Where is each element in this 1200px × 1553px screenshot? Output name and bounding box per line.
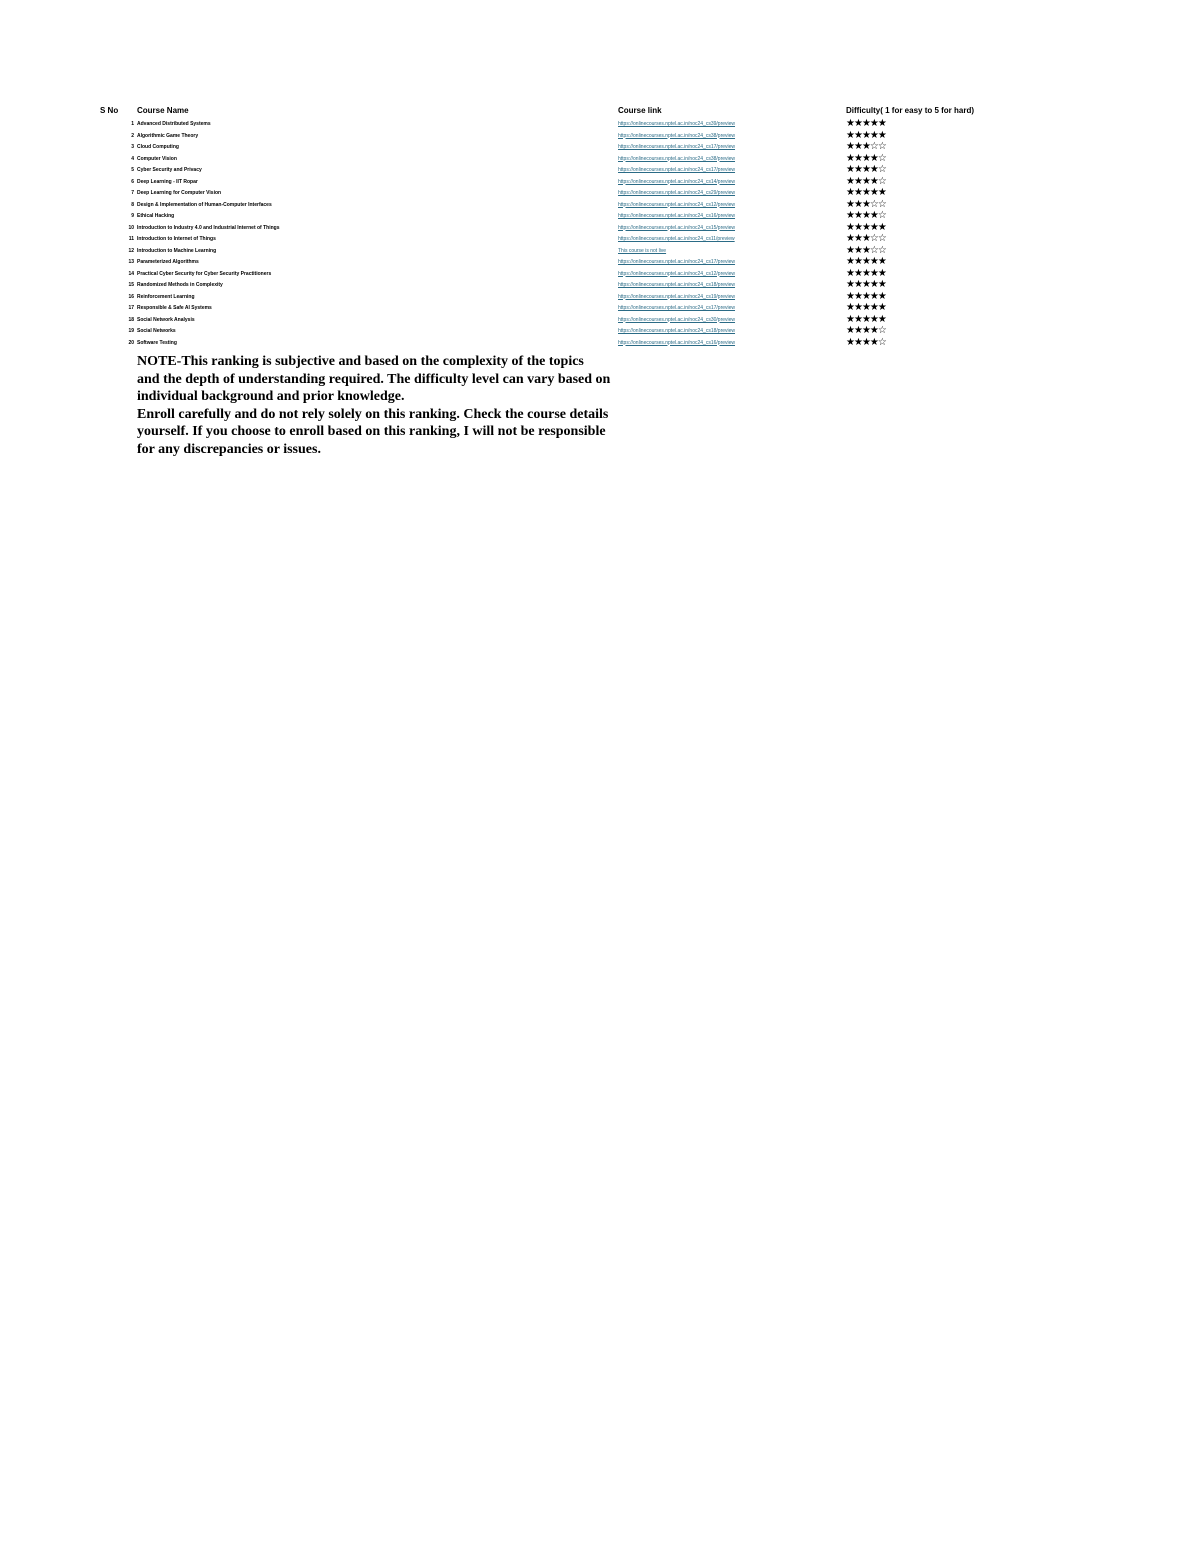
filled-star-icon: ★ [877, 129, 886, 141]
table-row [0, 303, 1200, 315]
filled-star-icon: ★ [846, 129, 854, 141]
filled-star-icon: ★ [846, 233, 854, 244]
empty-star-icon: ☆ [869, 141, 878, 152]
row-sno: 14 [128, 270, 134, 277]
row-course-name: Social Networks [137, 328, 176, 334]
table-row [0, 154, 1200, 166]
filled-star-icon: ★ [861, 187, 870, 198]
filled-star-icon: ★ [869, 279, 878, 290]
table-row [0, 177, 1200, 189]
filled-star-icon: ★ [877, 187, 886, 198]
filled-star-icon: ★ [861, 244, 870, 256]
empty-star-icon: ☆ [877, 141, 886, 152]
filled-star-icon: ★ [853, 198, 862, 210]
row-sno: 8 [131, 201, 134, 208]
row-difficulty-stars [846, 314, 886, 326]
row-course-link[interactable]: https://onlinecourses.nptel.ac.in/noc24_cs17/preview [618, 167, 736, 173]
row-course-link[interactable]: This course is not live [618, 247, 667, 254]
row-difficulty-stars [846, 268, 886, 280]
empty-star-icon: ☆ [877, 244, 886, 256]
row-difficulty-stars [846, 210, 886, 222]
note-line-2: and the depth of understanding required. The difficulty level can vary based on individual background and prior knowledge. [137, 371, 611, 404]
empty-star-icon: ☆ [869, 233, 878, 244]
filled-star-icon: ★ [846, 302, 854, 313]
table-row [0, 200, 1200, 212]
row-course-name: Cyber Security and Privacy [137, 167, 202, 173]
filled-star-icon: ★ [846, 210, 854, 221]
filled-star-icon: ★ [846, 325, 854, 336]
header-course-link: Course link [618, 106, 662, 115]
filled-star-icon: ★ [846, 267, 854, 279]
filled-star-icon: ★ [861, 152, 870, 164]
row-difficulty-stars [846, 291, 886, 303]
filled-star-icon: ★ [861, 141, 870, 152]
row-course-link[interactable]: https://onlinecourses.nptel.ac.in/noc24_cs30/preview [618, 316, 736, 323]
filled-star-icon: ★ [861, 279, 870, 290]
empty-star-icon: ☆ [877, 198, 886, 210]
row-course-name: Introduction to Internet of Things [137, 236, 216, 242]
filled-star-icon: ★ [869, 187, 878, 198]
filled-star-icon: ★ [861, 256, 870, 267]
row-course-name: Deep Learning - IIT Ropar [137, 178, 198, 185]
filled-star-icon: ★ [869, 221, 878, 233]
filled-star-icon: ★ [877, 302, 886, 313]
row-sno: 1 [131, 121, 134, 127]
filled-star-icon: ★ [846, 313, 854, 325]
empty-star-icon: ☆ [877, 164, 886, 175]
row-difficulty-stars [846, 164, 886, 176]
empty-star-icon: ☆ [877, 152, 886, 164]
row-course-link[interactable]: https://onlinecourses.nptel.ac.in/noc24_cs12/preview [618, 270, 736, 277]
filled-star-icon: ★ [869, 152, 878, 164]
row-course-link[interactable]: https://onlinecourses.nptel.ac.in/noc24_cs16/preview [618, 339, 736, 346]
filled-star-icon: ★ [846, 175, 854, 187]
row-difficulty-stars [846, 141, 886, 153]
row-course-name: Deep Learning for Computer Vision [137, 190, 222, 196]
row-course-link[interactable]: https://onlinecourses.nptel.ac.in/noc24_cs14/preview [618, 178, 736, 185]
row-difficulty-stars [846, 118, 886, 130]
row-difficulty-stars [846, 130, 886, 142]
row-sno: 2 [131, 132, 134, 139]
row-difficulty-stars [846, 325, 886, 337]
row-sno: 11 [128, 236, 134, 242]
table-row [0, 280, 1200, 292]
note-line-3: Enroll carefully and do not rely solely on this ranking. Check the course details yourself. If you choose to enroll based on this ranking, I will not be responsible for any discrepancies or issues. [137, 406, 609, 457]
row-difficulty-stars [846, 337, 886, 349]
row-sno: 18 [128, 316, 134, 323]
filled-star-icon: ★ [853, 164, 862, 175]
filled-star-icon: ★ [853, 313, 862, 325]
filled-star-icon: ★ [853, 256, 862, 267]
filled-star-icon: ★ [861, 129, 870, 141]
row-course-name: Algorithmic Game Theory [137, 132, 199, 139]
filled-star-icon: ★ [869, 118, 878, 129]
table-row [0, 292, 1200, 304]
filled-star-icon: ★ [861, 175, 870, 187]
row-sno: 9 [131, 213, 134, 219]
filled-star-icon: ★ [869, 129, 878, 141]
row-course-name: Introduction to Industry 4.0 and Industrial Internet of Things [137, 224, 280, 231]
filled-star-icon: ★ [877, 313, 886, 325]
filled-star-icon: ★ [853, 152, 862, 164]
filled-star-icon: ★ [869, 313, 878, 325]
row-difficulty-stars [846, 245, 886, 257]
table-row [0, 234, 1200, 246]
row-sno: 10 [128, 224, 134, 231]
filled-star-icon: ★ [853, 129, 862, 141]
row-course-link[interactable]: https://onlinecourses.nptel.ac.in/noc24_cs16/preview [618, 213, 736, 219]
row-course-name: Design & Implementation of Human-Computer Interfaces [137, 201, 272, 208]
filled-star-icon: ★ [853, 118, 862, 129]
filled-star-icon: ★ [846, 141, 854, 152]
table-row [0, 338, 1200, 350]
table-row [0, 131, 1200, 143]
row-course-link[interactable]: https://onlinecourses.nptel.ac.in/noc24_cs38/preview [618, 132, 736, 139]
row-course-link[interactable]: https://onlinecourses.nptel.ac.in/noc24_cs11/preview [618, 236, 735, 242]
filled-star-icon: ★ [861, 221, 870, 233]
filled-star-icon: ★ [846, 152, 854, 164]
filled-star-icon: ★ [846, 187, 854, 198]
filled-star-icon: ★ [846, 118, 854, 129]
table-row [0, 211, 1200, 223]
table-row [0, 223, 1200, 235]
filled-star-icon: ★ [853, 221, 862, 233]
filled-star-icon: ★ [861, 267, 870, 279]
filled-star-icon: ★ [877, 267, 886, 279]
table-row [0, 257, 1200, 269]
row-difficulty-stars [846, 187, 886, 199]
filled-star-icon: ★ [846, 290, 854, 302]
table-row [0, 315, 1200, 327]
row-course-name: Randomized Methods in Complexity [137, 282, 223, 288]
row-sno: 16 [128, 293, 134, 300]
filled-star-icon: ★ [853, 279, 862, 290]
filled-star-icon: ★ [853, 336, 862, 348]
empty-star-icon: ☆ [877, 325, 886, 336]
filled-star-icon: ★ [846, 164, 854, 175]
row-course-link[interactable]: https://onlinecourses.nptel.ac.in/noc24_cs19/preview [618, 293, 736, 300]
header-course-name: Course Name [137, 106, 189, 115]
row-course-link[interactable]: https://onlinecourses.nptel.ac.in/noc24_cs29/preview [618, 190, 736, 196]
row-course-name: Introduction to Machine Learning [137, 247, 217, 254]
table-row [0, 142, 1200, 154]
filled-star-icon: ★ [846, 256, 854, 267]
row-difficulty-stars [846, 153, 886, 165]
filled-star-icon: ★ [853, 141, 862, 152]
filled-star-icon: ★ [861, 325, 870, 336]
table-row [0, 269, 1200, 281]
filled-star-icon: ★ [869, 325, 878, 336]
row-difficulty-stars [846, 279, 886, 291]
row-difficulty-stars [846, 222, 886, 234]
row-sno: 12 [128, 247, 134, 254]
filled-star-icon: ★ [846, 279, 854, 290]
filled-star-icon: ★ [861, 198, 870, 210]
filled-star-icon: ★ [853, 187, 862, 198]
filled-star-icon: ★ [869, 290, 878, 302]
filled-star-icon: ★ [846, 336, 854, 348]
header-difficulty: Difficulty( 1 for easy to 5 for hard) [846, 106, 975, 115]
filled-star-icon: ★ [853, 325, 862, 336]
disclaimer-note [137, 353, 612, 458]
filled-star-icon: ★ [869, 302, 878, 313]
filled-star-icon: ★ [861, 290, 870, 302]
row-course-name: Computer Vision [137, 155, 177, 162]
row-course-link[interactable]: https://onlinecourses.nptel.ac.in/noc24_cs17/preview [618, 259, 736, 265]
filled-star-icon: ★ [861, 302, 870, 313]
filled-star-icon: ★ [877, 290, 886, 302]
filled-star-icon: ★ [877, 118, 886, 129]
empty-star-icon: ☆ [869, 244, 878, 256]
filled-star-icon: ★ [869, 175, 878, 187]
row-course-name: Practical Cyber Security for Cyber Security Practitioners [137, 270, 272, 277]
filled-star-icon: ★ [853, 210, 862, 221]
row-sno: 3 [131, 144, 134, 150]
row-sno: 5 [131, 167, 134, 173]
row-course-link[interactable]: https://onlinecourses.nptel.ac.in/noc24_cs18/preview [618, 328, 736, 334]
row-course-link[interactable]: https://onlinecourses.nptel.ac.in/noc24_cs17/preview [618, 144, 736, 150]
row-course-name: Social Network Analysis [137, 316, 195, 323]
filled-star-icon: ★ [861, 336, 870, 348]
filled-star-icon: ★ [869, 256, 878, 267]
filled-star-icon: ★ [846, 198, 854, 210]
filled-star-icon: ★ [846, 221, 854, 233]
row-course-link[interactable]: https://onlinecourses.nptel.ac.in/noc24_cs17/preview [618, 305, 736, 311]
filled-star-icon: ★ [853, 267, 862, 279]
row-sno: 19 [128, 328, 134, 334]
row-difficulty-stars [846, 176, 886, 188]
row-sno: 13 [128, 259, 134, 265]
table-row [0, 188, 1200, 200]
empty-star-icon: ☆ [877, 233, 886, 244]
empty-star-icon: ☆ [869, 198, 878, 210]
empty-star-icon: ☆ [877, 175, 886, 187]
note-line-1: NOTE-This ranking is subjective and based on the complexity of the topics [137, 354, 584, 369]
filled-star-icon: ★ [869, 336, 878, 348]
row-sno: 20 [128, 339, 134, 346]
filled-star-icon: ★ [846, 244, 854, 256]
filled-star-icon: ★ [869, 267, 878, 279]
empty-star-icon: ☆ [877, 336, 886, 348]
filled-star-icon: ★ [853, 233, 862, 244]
table-row [0, 326, 1200, 338]
row-sno: 7 [131, 190, 134, 196]
row-sno: 6 [131, 178, 134, 185]
row-course-link[interactable]: https://onlinecourses.nptel.ac.in/noc24_cs18/preview [618, 282, 736, 288]
row-course-name: Reinforcement Learning [137, 293, 195, 300]
row-course-name: Ethical Hacking [137, 213, 175, 219]
row-sno: 15 [128, 282, 134, 288]
filled-star-icon: ★ [877, 279, 886, 290]
filled-star-icon: ★ [853, 302, 862, 313]
row-course-name: Software Testing [137, 339, 177, 346]
table-row [0, 246, 1200, 258]
row-difficulty-stars [846, 256, 886, 268]
row-course-name: Advanced Distributed Systems [137, 121, 211, 127]
row-course-name: Parameterized Algorithms [137, 259, 199, 265]
row-sno: 4 [131, 155, 134, 162]
filled-star-icon: ★ [869, 164, 878, 175]
filled-star-icon: ★ [853, 175, 862, 187]
table-row [0, 119, 1200, 131]
course-table [0, 119, 1200, 349]
filled-star-icon: ★ [861, 164, 870, 175]
row-course-link[interactable]: https://onlinecourses.nptel.ac.in/noc24_cs15/preview [618, 224, 736, 231]
filled-star-icon: ★ [877, 221, 886, 233]
filled-star-icon: ★ [853, 290, 862, 302]
row-difficulty-stars [846, 233, 886, 245]
row-course-link[interactable]: https://onlinecourses.nptel.ac.in/noc24_cs12/preview [618, 201, 736, 208]
filled-star-icon: ★ [877, 256, 886, 267]
filled-star-icon: ★ [869, 210, 878, 221]
filled-star-icon: ★ [861, 233, 870, 244]
filled-star-icon: ★ [853, 244, 862, 256]
row-course-name: Cloud Computing [137, 144, 179, 150]
filled-star-icon: ★ [861, 313, 870, 325]
header-sno: S No [100, 106, 119, 115]
filled-star-icon: ★ [861, 210, 870, 221]
filled-star-icon: ★ [861, 118, 870, 129]
row-course-name: Responsible & Safe AI Systems [137, 305, 212, 311]
row-difficulty-stars [846, 302, 886, 314]
empty-star-icon: ☆ [877, 210, 886, 221]
row-difficulty-stars [846, 199, 886, 211]
table-row [0, 165, 1200, 177]
row-course-link[interactable]: https://onlinecourses.nptel.ac.in/noc24_cs39/preview [618, 121, 736, 127]
row-course-link[interactable]: https://onlinecourses.nptel.ac.in/noc24_cs38/preview [618, 155, 736, 162]
row-sno: 17 [128, 305, 134, 311]
